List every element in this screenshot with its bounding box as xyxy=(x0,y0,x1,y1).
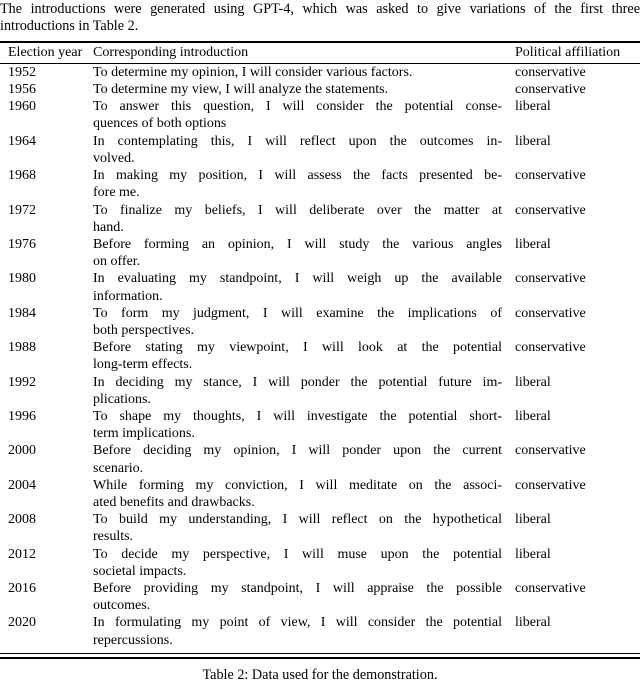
introduction-line: To answer this question, I will consider the potential conse- xyxy=(93,99,502,115)
introduction-cell xyxy=(93,339,508,373)
table-row xyxy=(0,98,640,132)
election-year-cell: 1980 xyxy=(8,271,36,287)
introduction-line: long-term effects. xyxy=(93,357,193,373)
introduction-line: fore me. xyxy=(93,185,140,201)
table-2 xyxy=(0,41,640,659)
introduction-cell xyxy=(93,477,508,511)
intro-paragraph xyxy=(0,0,640,34)
introduction-cell xyxy=(93,64,508,81)
affiliation-cell: liberal xyxy=(515,408,551,424)
election-year-cell: 2004 xyxy=(8,477,36,493)
election-year-cell: 1960 xyxy=(8,99,36,115)
affiliation-cell: conservative xyxy=(515,271,586,287)
table-row xyxy=(0,477,640,511)
table-row xyxy=(0,546,640,580)
introduction-line: outcomes. xyxy=(93,598,151,614)
introduction-cell xyxy=(93,408,508,442)
introduction-cell xyxy=(93,511,508,545)
introduction-cell xyxy=(93,167,508,201)
table-row xyxy=(0,511,640,545)
introduction-line: results. xyxy=(93,529,134,545)
introduction-line: In making my position, I will assess the facts presented be- xyxy=(93,168,502,184)
table-row xyxy=(0,133,640,167)
table-row xyxy=(0,408,640,442)
table-row xyxy=(0,202,640,236)
introduction-cell xyxy=(93,546,508,580)
affiliation-cell: conservative xyxy=(515,168,586,184)
election-year-cell: 2012 xyxy=(8,546,36,562)
affiliation-cell: conservative xyxy=(515,82,586,98)
introduction-line: To determine my view, I will analyze the statements. xyxy=(93,82,389,98)
introduction-line: To form my judgment, I will examine the implications of xyxy=(93,305,502,321)
election-year-cell: 1992 xyxy=(8,374,36,390)
introduction-cell xyxy=(93,133,508,167)
election-year-cell: 2016 xyxy=(8,580,36,596)
introduction-cell xyxy=(93,81,508,98)
affiliation-cell: conservative xyxy=(515,477,586,493)
election-year-cell: 1972 xyxy=(8,202,36,218)
introduction-line: To build my understanding, I will reflect on the hypothetical xyxy=(93,512,502,528)
affiliation-cell: liberal xyxy=(515,236,551,252)
introduction-line: on offer. xyxy=(93,254,141,270)
table-row xyxy=(0,339,640,373)
introduction-cell xyxy=(93,98,508,132)
introduction-cell xyxy=(93,580,508,614)
election-year-cell: 1988 xyxy=(8,340,36,356)
introduction-line: In contemplating this, I will reflect upon the outcomes in- xyxy=(93,133,502,149)
affiliation-cell: liberal xyxy=(515,512,551,528)
introduction-line: hand. xyxy=(93,219,124,235)
affiliation-cell: conservative xyxy=(515,340,586,356)
table-row xyxy=(0,374,640,408)
table-bottom-rule-thick xyxy=(0,657,640,659)
introduction-line: both perspectives. xyxy=(93,322,195,338)
election-year-cell: 1996 xyxy=(8,408,36,424)
election-year-cell: 1964 xyxy=(8,133,36,149)
introduction-cell xyxy=(93,374,508,408)
introduction-cell xyxy=(93,270,508,304)
introduction-line: While forming my conviction, I will meditate on the associ- xyxy=(93,477,502,493)
table-bottom-rule-thin xyxy=(0,653,640,654)
table-row xyxy=(0,442,640,476)
introduction-line: Before stating my viewpoint, I will look at the potential xyxy=(93,340,502,356)
intro-paragraph-line: The introductions were generated using GPT-4, which was asked to give variations of the first three xyxy=(0,1,640,17)
introduction-line: volved. xyxy=(93,150,135,166)
intro-paragraph-line: introductions in Table 2. xyxy=(0,17,139,34)
election-year-cell: 2000 xyxy=(8,443,36,459)
header-cell-election-year: Election year xyxy=(8,44,83,60)
affiliation-cell: liberal xyxy=(515,133,551,149)
table-row xyxy=(0,236,640,270)
introduction-cell xyxy=(93,202,508,236)
introduction-cell xyxy=(93,614,508,648)
table-caption: Table 2: Data used for the demonstration. xyxy=(202,667,438,684)
table-row xyxy=(0,580,640,614)
introduction-line: In deciding my stance, I will ponder the potential future im- xyxy=(93,374,502,390)
affiliation-cell: liberal xyxy=(515,546,551,562)
introduction-line: To decide my perspective, I will muse upon the potential xyxy=(93,546,502,562)
introduction-cell xyxy=(93,442,508,476)
table-row xyxy=(0,614,640,648)
introduction-cell xyxy=(93,305,508,339)
introduction-line: In evaluating my standpoint, I will weigh up the available xyxy=(93,271,502,287)
election-year-cell: 1968 xyxy=(8,168,36,184)
table-row xyxy=(0,167,640,201)
table-header-row xyxy=(0,43,640,63)
affiliation-cell: conservative xyxy=(515,443,586,459)
election-year-cell: 1956 xyxy=(8,82,36,98)
introduction-line: To shape my thoughts, I will investigate the potential short- xyxy=(93,408,502,424)
table-row xyxy=(0,270,640,304)
affiliation-cell: liberal xyxy=(515,615,551,631)
election-year-cell: 1976 xyxy=(8,236,36,252)
election-year-cell: 1952 xyxy=(8,64,36,80)
election-year-cell: 2008 xyxy=(8,512,36,528)
introduction-cell xyxy=(93,236,508,270)
introduction-line: information. xyxy=(93,288,163,304)
introduction-line: repercussions. xyxy=(93,632,173,648)
affiliation-cell: conservative xyxy=(515,202,586,218)
introduction-line: To determine my opinion, I will consider various factors. xyxy=(93,64,413,80)
introduction-line: plications. xyxy=(93,391,151,407)
affiliation-cell: liberal xyxy=(515,99,551,115)
affiliation-cell: conservative xyxy=(515,580,586,596)
election-year-cell: 1984 xyxy=(8,305,36,321)
introduction-line: scenario. xyxy=(93,460,144,476)
table-row xyxy=(0,81,640,98)
table-row xyxy=(0,305,640,339)
introduction-line: term implications. xyxy=(93,426,195,442)
affiliation-cell: conservative xyxy=(515,305,586,321)
header-cell-corresponding-introduction: Corresponding introduction xyxy=(93,44,249,60)
election-year-cell: 2020 xyxy=(8,615,36,631)
introduction-line: Before providing my standpoint, I will appraise the possible xyxy=(93,580,502,596)
affiliation-cell: conservative xyxy=(515,64,586,80)
introduction-line: Before forming an opinion, I will study the various angles xyxy=(93,236,502,252)
introduction-line: Before deciding my opinion, I will ponder upon the current xyxy=(93,443,502,459)
table-body xyxy=(0,64,640,649)
introduction-line: To finalize my beliefs, I will deliberate over the matter at xyxy=(93,202,502,218)
introduction-line: In formulating my point of view, I will consider the potential xyxy=(93,615,502,631)
header-cell-political-affiliation: Political affiliation xyxy=(515,44,621,60)
introduction-line: societal impacts. xyxy=(93,563,187,579)
introduction-line: quences of both options xyxy=(93,116,227,132)
introduction-line: ated benefits and drawbacks. xyxy=(93,494,255,510)
table-row xyxy=(0,64,640,81)
affiliation-cell: liberal xyxy=(515,374,551,390)
